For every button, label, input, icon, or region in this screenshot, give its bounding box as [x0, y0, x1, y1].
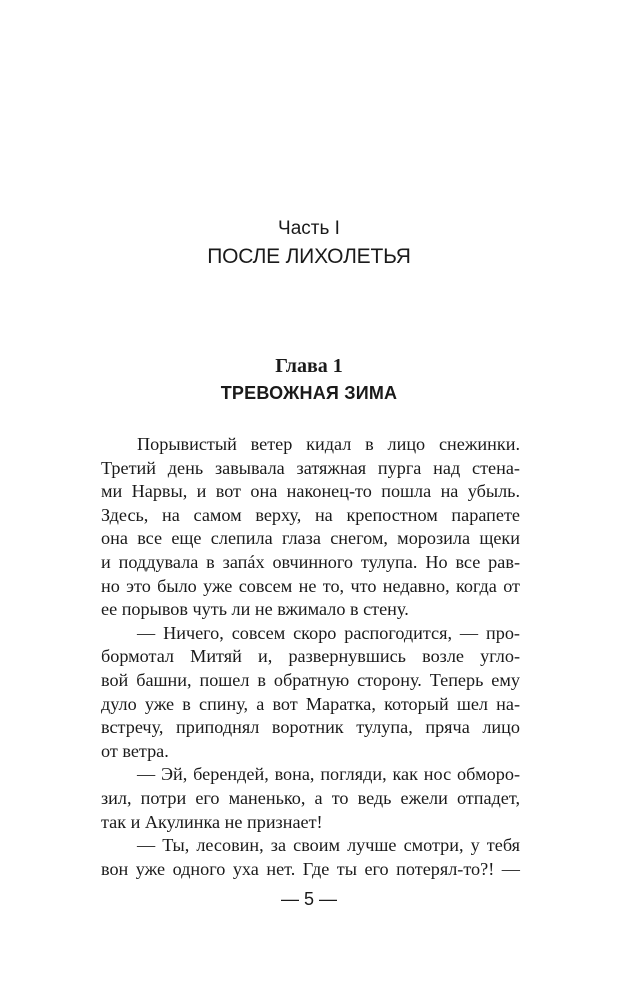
text-line: ее порывов чуть ли не вжимало в стену.	[101, 599, 409, 620]
text-line: — Ты, лесовин, за своим лучше смотри, у тебя	[137, 835, 520, 856]
text-line: Здесь, на самом верху, на крепостном парапете	[101, 504, 520, 525]
text-line: она все еще слепила глаза снегом, морозила щеки	[101, 528, 520, 549]
text-line: — Ничего, совсем скоро распогодится, — про-	[137, 622, 520, 643]
text-line: Третий день завывала затяжная пурга над стена-	[101, 457, 520, 478]
text-line: вон уже одного уха нет. Где ты его потерял-то?! —	[101, 858, 520, 879]
text-line: вой башни, пошел в обратную сторону. Теперь ему	[101, 669, 520, 690]
chapter-title: ТРЕВОЖНАЯ ЗИМА	[220, 383, 398, 403]
page-number: — 5 —	[280, 889, 337, 909]
part-label: Часть I	[278, 218, 340, 239]
text-line: и поддувала в запáх овчинного тулупа. Но все рав-	[101, 551, 520, 572]
text-line: зил, потри его маненько, а то ведь ежели отпадет,	[101, 787, 520, 808]
text-line: бормотал Митяй и, развернувшись возле угло-	[101, 646, 520, 667]
part-title: ПОСЛЕ ЛИХОЛЕТЬЯ	[207, 245, 411, 268]
text-line: ми Нарвы, и вот она наконец-то пошла на убыль.	[101, 481, 520, 502]
text-line: но это было уже совсем не то, что недавно, когда от	[101, 575, 520, 596]
text-line: дуло уже в спину, а вот Маратка, который шел на-	[101, 693, 520, 714]
text-line: так и Акулинка не признает!	[101, 811, 323, 832]
text-line: от ветра.	[101, 740, 169, 761]
chapter-label: Глава 1	[275, 355, 343, 377]
text-line: — Эй, берендей, вона, погляди, как нос обморо-	[137, 764, 520, 785]
body-text	[101, 433, 520, 881]
text-line: встречу, приподнял воротник тулупа, пряча лицо	[101, 717, 520, 738]
text-line: Порывистый ветер кидал в лицо снежинки.	[137, 434, 520, 454]
